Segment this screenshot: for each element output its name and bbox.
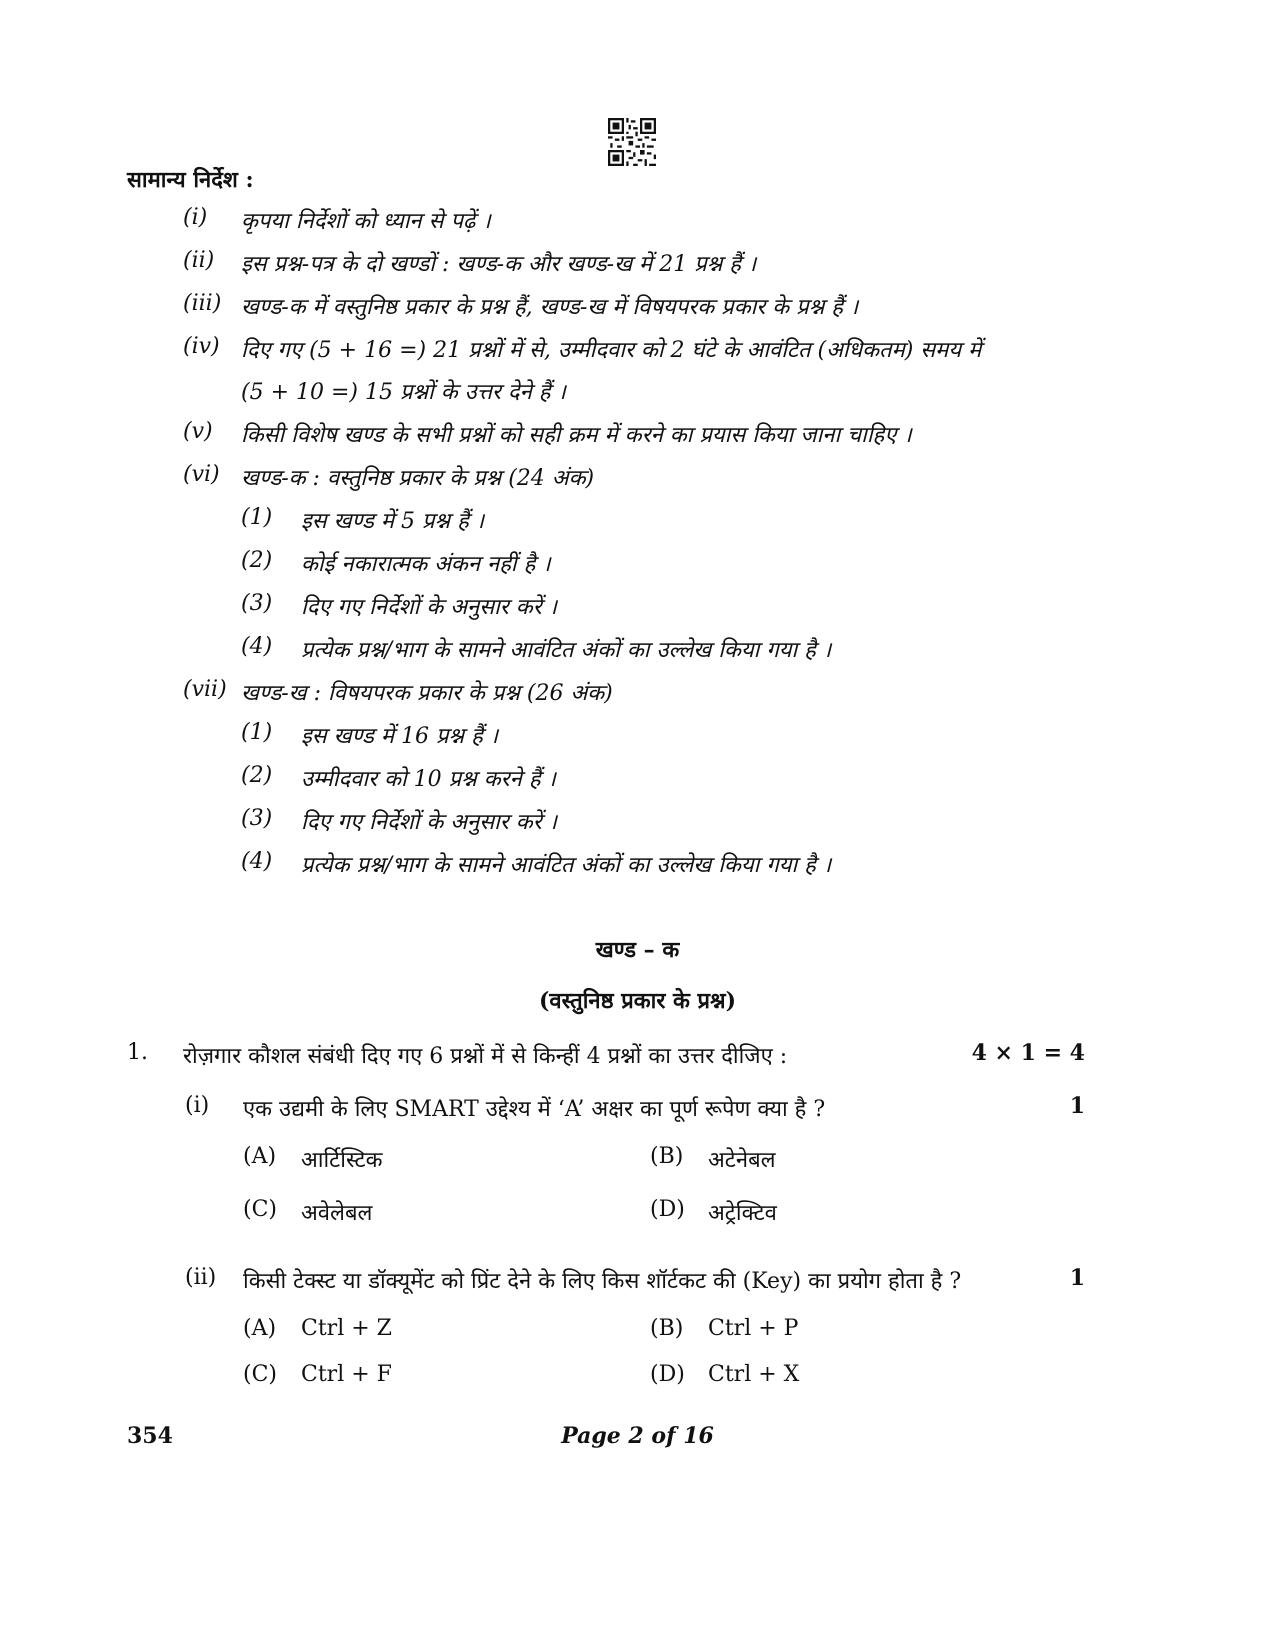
instruction-ii-num: (ii) <box>183 248 215 273</box>
section-subtitle: (वस्तुनिष्ठ प्रकार के प्रश्न) <box>538 988 737 1014</box>
qi-option-a-label: (A) <box>243 1144 277 1169</box>
vii-sub-3-num: (3) <box>241 806 273 831</box>
q1-marks: 4 × 1 = 4 <box>971 1040 1085 1066</box>
vi-sub-4-text: प्रत्येक प्रश्न/भाग के सामने आवंटित अंकों का उल्लेख किया गया है । <box>301 638 832 663</box>
vi-sub-4-num: (4) <box>241 634 273 659</box>
qi-option-c-label: (C) <box>243 1197 277 1222</box>
qi-option-b-text: अटेनेबल <box>708 1148 776 1173</box>
qii-option-b-label: (B) <box>650 1316 684 1341</box>
instruction-iii-text: खण्ड-क में वस्तुनिष्ठ प्रकार के प्रश्न हैं, खण्ड-ख में विषयपरक प्रकार के प्रश्न हैं । <box>241 295 859 320</box>
instruction-iii-num: (iii) <box>183 291 222 316</box>
instruction-vii-text: खण्ड-ख : विषयपरक प्रकार के प्रश्न (26 अंक) <box>241 681 613 706</box>
instruction-vi-num: (vi) <box>183 462 220 487</box>
qi-marks: 1 <box>1069 1093 1085 1119</box>
qii-option-b-text: Ctrl + P <box>708 1316 799 1341</box>
vii-sub-4-num: (4) <box>241 849 273 874</box>
vi-sub-3-num: (3) <box>241 591 273 616</box>
vi-sub-1-text: इस खण्ड में 5 प्रश्न हैं । <box>301 509 485 534</box>
vii-sub-1-text: इस खण्ड में 16 प्रश्न हैं । <box>301 724 499 749</box>
qi-option-c-text: अवेलेबल <box>301 1201 373 1226</box>
q1-text: रोज़गार कौशल संबंधी दिए गए 6 प्रश्नों में से किन्हीं 4 प्रश्नों का उत्तर दीजिए : <box>183 1044 788 1069</box>
instruction-iv-num: (iv) <box>183 334 220 359</box>
paper-code: 354 <box>127 1423 173 1449</box>
qi-number: (i) <box>185 1093 210 1118</box>
qi-option-d-label: (D) <box>650 1197 685 1222</box>
qii-number: (ii) <box>185 1265 217 1290</box>
qii-option-c-text: Ctrl + F <box>301 1362 392 1387</box>
vi-sub-3-text: दिए गए निर्देशों के अनुसार करें । <box>301 595 558 620</box>
instruction-iv-text: दिए गए (5 + 16 =) 21 प्रश्नों में से, उम्मीदवार को 2 घंटे के आवंटित (अधिकतम) समय में <box>241 338 982 363</box>
qii-option-d-label: (D) <box>650 1362 685 1387</box>
qi-option-b-label: (B) <box>650 1144 684 1169</box>
qii-option-a-text: Ctrl + Z <box>301 1316 392 1341</box>
vi-sub-1-num: (1) <box>241 505 273 530</box>
vii-sub-4-text: प्रत्येक प्रश्न/भाग के सामने आवंटित अंकों का उल्लेख किया गया है । <box>301 853 832 878</box>
instruction-v-num: (v) <box>183 419 213 444</box>
vi-sub-2-text: कोई नकारात्मक अंकन नहीं है । <box>301 552 551 577</box>
q1-number: 1. <box>127 1040 148 1065</box>
vii-sub-2-num: (2) <box>241 763 273 788</box>
instruction-vii-num: (vii) <box>183 677 227 702</box>
page-number: Page 2 of 16 <box>561 1423 714 1449</box>
qi-text: एक उद्यमी के लिए SMART उद्देश्य में ‘A’ अक्षर का पूर्ण रूपेण क्या है ? <box>243 1097 826 1122</box>
instruction-v-text: किसी विशेष खण्ड के सभी प्रश्नों को सही क्रम में करने का प्रयास किया जाना चाहिए । <box>241 423 912 448</box>
qi-option-a-text: आर्टिस्टिक <box>301 1148 383 1173</box>
vi-sub-2-num: (2) <box>241 548 273 573</box>
qii-marks: 1 <box>1069 1265 1085 1291</box>
qi-option-d-text: अट्रेक्टिव <box>708 1201 777 1226</box>
instruction-i-num: (i) <box>183 205 208 230</box>
general-instructions-heading: सामान्य निर्देश : <box>127 167 254 193</box>
qii-text: किसी टेक्स्ट या डॉक्यूमेंट को प्रिंट देने के लिए किस शॉर्टकट की (Key) का प्रयोग होता है ? <box>243 1269 962 1294</box>
instruction-vi-text: खण्ड-क : वस्तुनिष्ठ प्रकार के प्रश्न (24 अंक) <box>241 466 595 491</box>
instruction-ii-text: इस प्रश्न-पत्र के दो खण्डों : खण्ड-क और खण्ड-ख में 21 प्रश्न हैं । <box>241 252 757 277</box>
qii-option-a-label: (A) <box>243 1316 277 1341</box>
instruction-iv-continuation: (5 + 10 =) 15 प्रश्नों के उत्तर देने हैं । <box>241 380 566 405</box>
vii-sub-3-text: दिए गए निर्देशों के अनुसार करें । <box>301 810 558 835</box>
instruction-i-text: कृपया निर्देशों को ध्यान से पढ़ें । <box>241 209 491 234</box>
section-title: खण्ड – क <box>595 937 680 963</box>
vii-sub-1-num: (1) <box>241 720 273 745</box>
vii-sub-2-text: उम्मीदवार को 10 प्रश्न करने हैं । <box>301 767 556 792</box>
qii-option-c-label: (C) <box>243 1362 277 1387</box>
qr-code-image <box>608 118 656 166</box>
qii-option-d-text: Ctrl + X <box>708 1362 800 1387</box>
